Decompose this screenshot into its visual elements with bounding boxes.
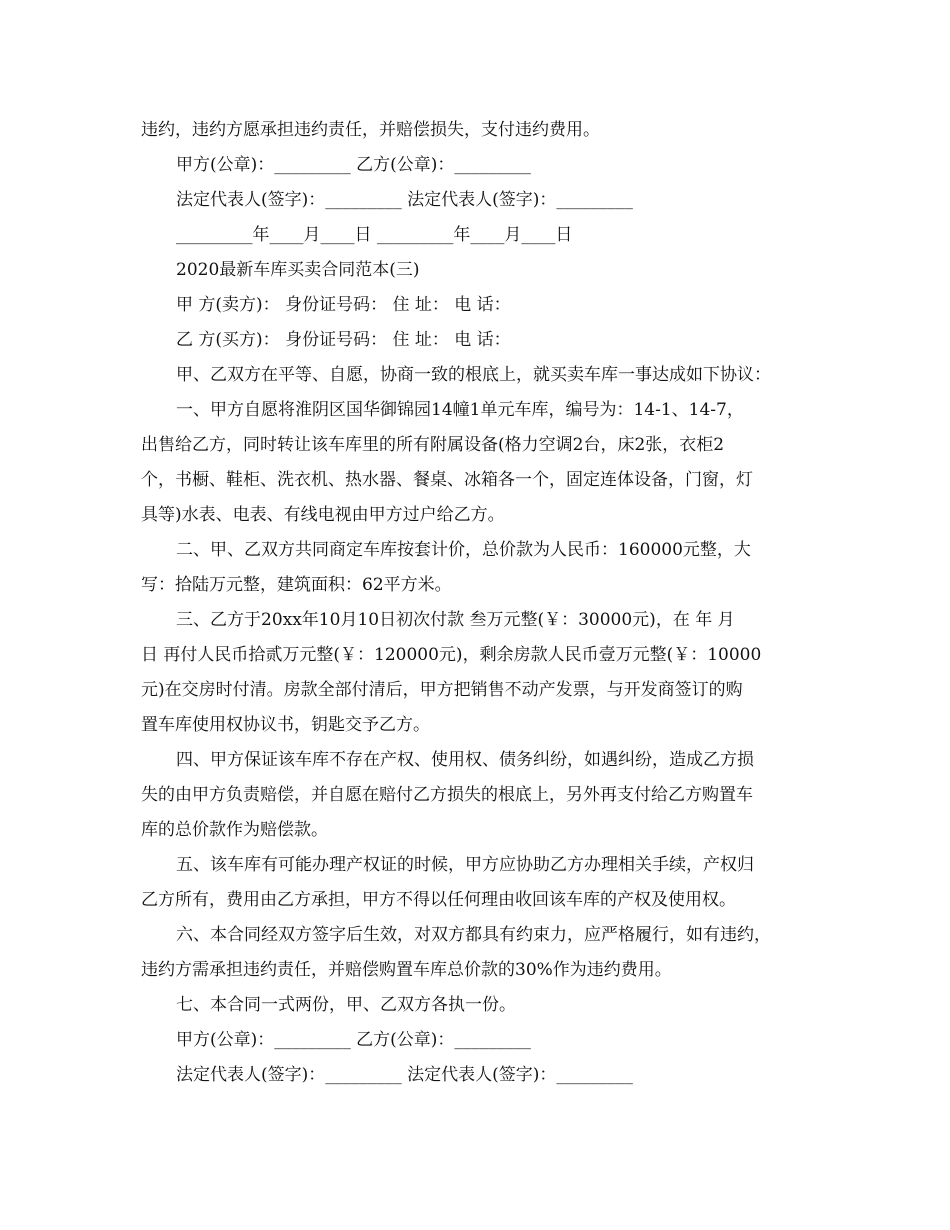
paragraph-line: 写：拾陆万元整，建筑面积：62平方米。 [141,575,452,595]
paragraph-line: 三、乙方于20xx年10月10日初次付款 叁万元整(￥：30000元)，在 年 月 [176,610,735,630]
signature-representative-line: 法定代表人(签字)：_________ 法定代表人(签字)：_________ [176,1065,633,1085]
paragraph-line: 二、甲、乙双方共同商定车库按套计价，总价款为人民币：160000元整，大 [176,540,751,560]
paragraph-line: 个，书橱、鞋柜、洗衣机、热水器、餐桌、冰箱各一个，固定连体设备，门窗，灯 [141,470,753,490]
paragraph-line: 具等)水表、电表、有线电视由甲方过户给乙方。 [141,505,505,525]
signature-date-line: _________年____月____日 _________年____月____日 [176,225,573,245]
paragraph-line: 出售给乙方，同时转让该车库里的所有附属设备(格力空调2台，床2张，衣柜2 [141,435,725,455]
signature-representative-line: 法定代表人(签字)：_________ 法定代表人(签字)：_________ [176,190,633,210]
signature-seal-line: 甲方(公章)：_________ 乙方(公章)：_________ [176,1030,531,1050]
paragraph-line: 失的由甲方负责赔偿，并自愿在赔付乙方损失的根底上，另外再支付给乙方购置车 [141,785,753,805]
paragraph-line: 库的总价款作为赔偿款。 [141,820,328,840]
paragraph-line: 乙方所有，费用由乙方承担，甲方不得以任何理由收回该车库的产权及使用权。 [141,890,736,910]
paragraph-line: 违约方需承担违约责任，并赔偿购置车库总价款的30%作为违约费用。 [141,960,672,980]
paragraph-line: 违约，违约方愿承担违约责任，并赔偿损失，支付违约费用。 [141,120,600,140]
paragraph-line: 四、甲方保证该车库不存在产权、使用权、债务纠纷，如遇纠纷，造成乙方损 [176,750,754,770]
paragraph-line: 元)在交房时付清。房款全部付清后，甲方把销售不动产发票，与开发商签订的购 [141,680,743,700]
paragraph-line: 六、本合同经双方签字后生效，对双方都具有约束力，应严格履行，如有违约， [176,925,771,945]
paragraph-line: 五、该车库有可能办理产权证的时候，甲方应协助乙方办理相关手续，产权归 [176,855,754,875]
paragraph-line: 一、甲方自愿将淮阴区国华御锦园14幢1单元车库，编号为：14-1、14-7， [176,400,744,420]
signature-seal-line: 甲方(公章)：_________ 乙方(公章)：_________ [176,155,531,175]
party-a-line: 甲 方(卖方)： 身份证号码： 住 址： 电 话： [176,295,511,315]
section-title: 2020最新车库买卖合同范本(三) [176,260,420,280]
paragraph-line: 七、本合同一式两份，甲、乙双方各执一份。 [176,995,516,1015]
paragraph-line: 日 再付人民币拾贰万元整(￥：120000元)，剩余房款人民币壹万元整(￥：10000 [141,645,762,665]
paragraph-line: 甲、乙双方在平等、自愿，协商一致的根底上，就买卖车库一事达成如下协议： [176,365,771,385]
party-b-line: 乙 方(买方)： 身份证号码： 住 址： 电 话： [176,330,511,350]
paragraph-line: 置车库使用权协议书，钥匙交予乙方。 [141,715,430,735]
